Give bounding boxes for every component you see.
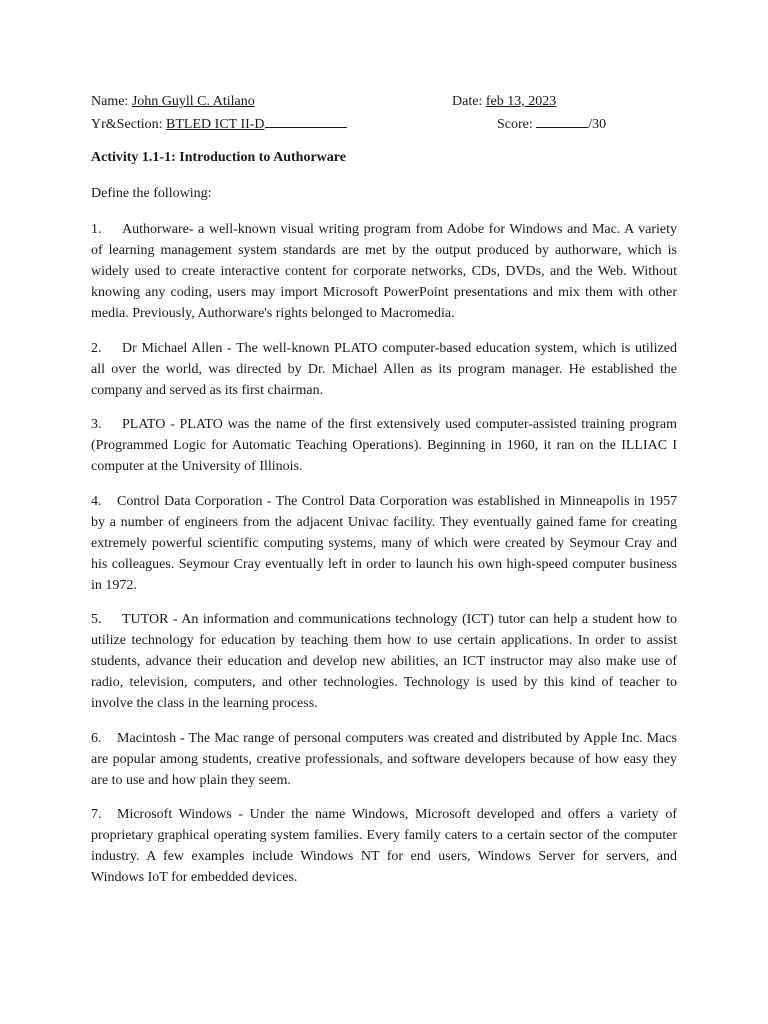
item-text: Control Data Corporation - The Control Data Corporation was established in Minneapolis in 1957 by a number of engineers from the adjacent Univac facility. They eventually gained fame for creating extremely powerful scientific computing systems, many of which were created by Seymour Cray and his colleagues. Seymour Cray eventually left in order to launch his own high-speed computer business in 1972. — [91, 494, 677, 593]
section-blank-line — [265, 115, 347, 128]
item-text: Dr Michael Allen - The well-known PLATO computer-based education system, which is utilized all over the world, was directed by Dr. Michael Allen as its program manager. He established the company and served as its first chairman. — [91, 341, 677, 398]
name-field — [91, 94, 255, 110]
item-number: 3. — [91, 417, 102, 432]
instruction-text: Define the following: — [91, 186, 212, 201]
item-number: 7. — [91, 807, 102, 822]
item-text: TUTOR - An information and communications technology (ICT) tutor can help a student how to utilize technology for education by teaching them how to use certain applications. In order to assist students, advance their education and develop new abilities, an ICT instructor may also make use of radio, television, computers, and other technologies. Technology is used by this kind of teacher to involve the class in the learning process. — [91, 612, 677, 711]
item-text: PLATO - PLATO was the name of the first extensively used computer-assisted training program (Programmed Logic for Automatic Teaching Operations). Beginning in 1960, it ran on the ILLIAC I computer at the University of Illinois. — [91, 417, 677, 474]
item-text: Authorware- a well-known visual writing program from Adobe for Windows and Mac. A variety of learning management system standards are met by the output produced by authorware, which is widely used to create interactive content for corporate networks, CDs, DVDs, and the Web. Without knowing any coding, users may import Microsoft PowerPoint presentations and mix them with other media. Previously, Authorware's rights belonged to Macromedia. — [91, 222, 677, 321]
item-text: Microsoft Windows - Under the name Windows, Microsoft developed and offers a variety of proprietary graphical operating system families. Every family caters to a certain sector of the computer industry. A few examples include Windows NT for end users, Windows Server for servers, and Windows IoT for embedded devices. — [91, 807, 677, 885]
definition-item — [91, 414, 677, 477]
name-value: John Guyll C. Atilano — [131, 94, 255, 109]
score-field — [497, 115, 606, 133]
date-value: feb 13, 2023 — [485, 94, 557, 109]
item-number: 2. — [91, 341, 102, 356]
item-text: Macintosh - The Mac range of personal computers was created and distributed by Apple Inc. Macs are popular among students, creative professionals, and software developers because of how easy they are to use and how plain they seem. — [91, 731, 677, 788]
definition-item — [91, 491, 677, 596]
score-total: /30 — [588, 117, 607, 132]
item-number: 4. — [91, 494, 102, 509]
definition-item — [91, 728, 677, 791]
section-field — [91, 115, 347, 133]
definition-item — [91, 609, 677, 714]
activity-title: Activity 1.1-1: Introduction to Authorware — [91, 150, 346, 165]
section-value: BTLED ICT II-D — [166, 117, 265, 132]
definition-item — [91, 804, 677, 888]
date-field — [452, 94, 556, 110]
item-number: 5. — [91, 612, 102, 627]
definition-item — [91, 219, 677, 324]
score-label: Score: — [497, 117, 533, 132]
score-blank-line — [536, 115, 588, 128]
item-number: 1. — [91, 222, 102, 237]
date-label: Date: — [452, 94, 483, 109]
section-label: Yr&Section: — [91, 117, 163, 132]
definition-item — [91, 338, 677, 401]
item-number: 6. — [91, 731, 102, 746]
name-label: Name: — [91, 94, 129, 109]
